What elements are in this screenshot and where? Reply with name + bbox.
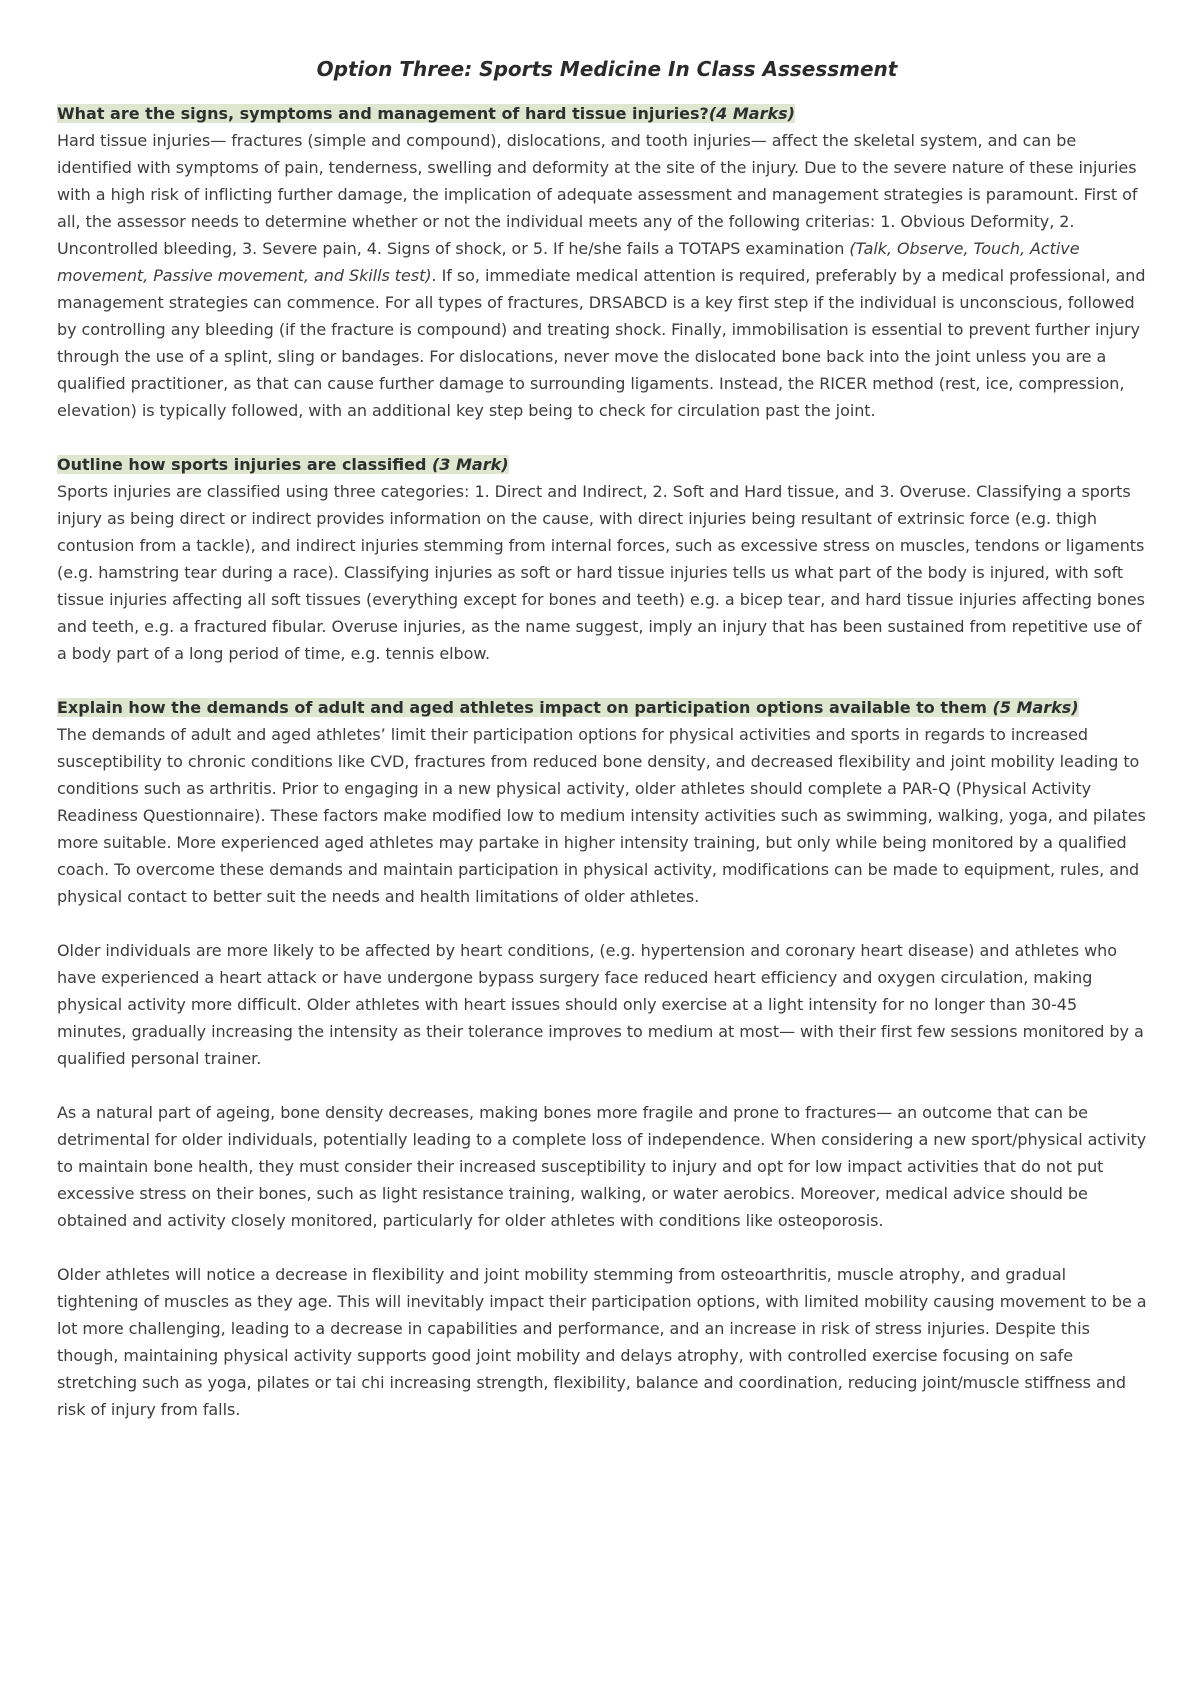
marks-label: (4 Marks) [708,104,795,123]
section-heading [57,455,509,474]
section-heading-line [57,100,1147,127]
answer-paragraph: The demands of adult and aged athletes’ limit their participation options for physical activities and sports in regards to increased susceptibility to chronic conditions like CVD, fractures from reduced bone density, and decreased flexibility and joint mobility leading to conditions such as arthritis. Prior to engaging in a new physical activity, older athletes should complete a PAR-Q (Physical Activity Readiness Questionnaire). These factors make modified low to medium intensity activities such as swimming, walking, yoga, and pilates more suitable. More experienced aged athletes may partake in higher intensity training, but only while being monitored by a qualified coach. To overcome these demands and maintain participation in physical activity, modifications can be made to equipment, rules, and physical contact to better suit the needs and health limitations of older athletes. [57,725,1146,906]
section-injury-classification [57,451,1147,667]
answer-paragraph [57,127,1147,424]
section-hard-tissue-injuries [57,100,1147,424]
totaps-definition: (Talk, Observe, Touch, Active movement, Passive movement, and Skills test) [57,239,1080,285]
section-heading-text: What are the signs, symptoms and management of hard tissue injuries? [57,104,709,123]
section-heading-text: Outline how sports injuries are classified [57,455,427,474]
paragraph-spacer [57,1234,1147,1261]
section-adult-aged-athletes [57,694,1147,1423]
answer-text: Hard tissue injuries— fractures (simple and compound), dislocations, and tooth injuries— affect the skeletal system, and can be identified with symptoms of pain, tenderness, swelling and deformity at the site of the injury. Due to the severe nature of these injuries with a high risk of inflicting further damage, the implication of adequate assessment and management strategies is paramount. First of all, the assessor needs to determine whether or not the individual meets any of the following criterias: 1. Obvious Deformity, 2. Uncontrolled bleeding, 3. Severe pain, 4. Signs of shock, or 5. If he/she fails a TOTAPS examination [57,131,1138,258]
section-heading-line [57,451,1147,478]
marks-label: (3 Mark) [431,455,509,474]
bone-density-paragraph: As a natural part of ageing, bone density decreases, making bones more fragile and prone to fractures— an outcome that can be detrimental for older individuals, potentially leading to a complete loss of independence. When considering a new sport/physical activity to maintain bone health, they must consider their increased susceptibility to injury and opt for low impact activities that do not put excessive stress on their bones, such as light resistance training, walking, or water aerobics. Moreover, medical advice should be obtained and activity closely monitored, particularly for older athletes with conditions like osteoporosis. [57,1103,1147,1230]
section-spacer [57,667,1147,694]
answer-paragraph: Sports injuries are classified using three categories: 1. Direct and Indirect, 2. Soft and Hard tissue, and 3. Overuse. Classifying a sports injury as being direct or indirect provides information on the cause, with direct injuries being resultant of extrinsic force (e.g. thigh contusion from a tackle), and indirect injuries stemming from internal forces, such as excessive stress on muscles, tendons or ligaments (e.g. hamstring tear during a race). Classifying injuries as soft or hard tissue injuries tells us what part of the body is injured, with soft tissue injuries affecting all soft tissues (everything except for bones and teeth) e.g. a bicep tear, and hard tissue injuries affecting bones and teeth, e.g. a fractured fibular. Overuse injuries, as the name suggest, imply an injury that has been sustained from repetitive use of a body part of a long period of time, e.g. tennis elbow. [57,482,1145,663]
marks-label: (5 Marks) [992,698,1079,717]
flexibility-paragraph: Older athletes will notice a decrease in flexibility and joint mobility stemming from osteoarthritis, muscle atrophy, and gradual tightening of muscles as they age. This will inevitably impact their participation options, with limited mobility causing movement to be a lot more challenging, leading to a decrease in capabilities and performance, and an increase in risk of stress injuries. Despite this though, maintaining physical activity supports good joint mobility and delays atrophy, with controlled exercise focusing on safe stretching such as yoga, pilates or tai chi increasing strength, flexibility, balance and coordination, reducing joint/muscle stiffness and risk of injury from falls. [57,1265,1147,1419]
paragraph-spacer [57,910,1147,937]
document-page [57,56,1147,1423]
page-title: Option Three: Sports Medicine In Class Assessment [316,57,898,81]
section-heading [57,698,1079,717]
section-heading [57,104,795,123]
section-spacer [57,424,1147,451]
section-heading-line [57,694,1147,721]
paragraph-spacer [57,1072,1147,1099]
section-heading-text: Explain how the demands of adult and aged athletes impact on participation options available to them [57,698,987,717]
answer-text: . If so, immediate medical attention is required, preferably by a medical professional, and management strategies can commence. For all types of fractures, DRSABCD is a key first step if the individual is unconscious, followed by controlling any bleeding (if the fracture is compound) and treating shock. Finally, immobilisation is essential to prevent further injury through the use of a splint, sling or bandages. For dislocations, never move the dislocated bone back into the joint unless you are a qualified practitioner, as that can cause further damage to surrounding ligaments. Instead, the RICER method (rest, ice, compression, elevation) is typically followed, with an additional key step being to check for circulation past the joint. [57,266,1146,420]
heart-conditions-paragraph: Older individuals are more likely to be affected by heart conditions, (e.g. hypertension and coronary heart disease) and athletes who have experienced a heart attack or have undergone bypass surgery face reduced heart efficiency and oxygen circulation, making physical activity more difficult. Older athletes with heart issues should only exercise at a light intensity for no longer than 30-45 minutes, gradually increasing the intensity as their tolerance improves to medium at most— with their first few sessions monitored by a qualified personal trainer. [57,941,1144,1068]
